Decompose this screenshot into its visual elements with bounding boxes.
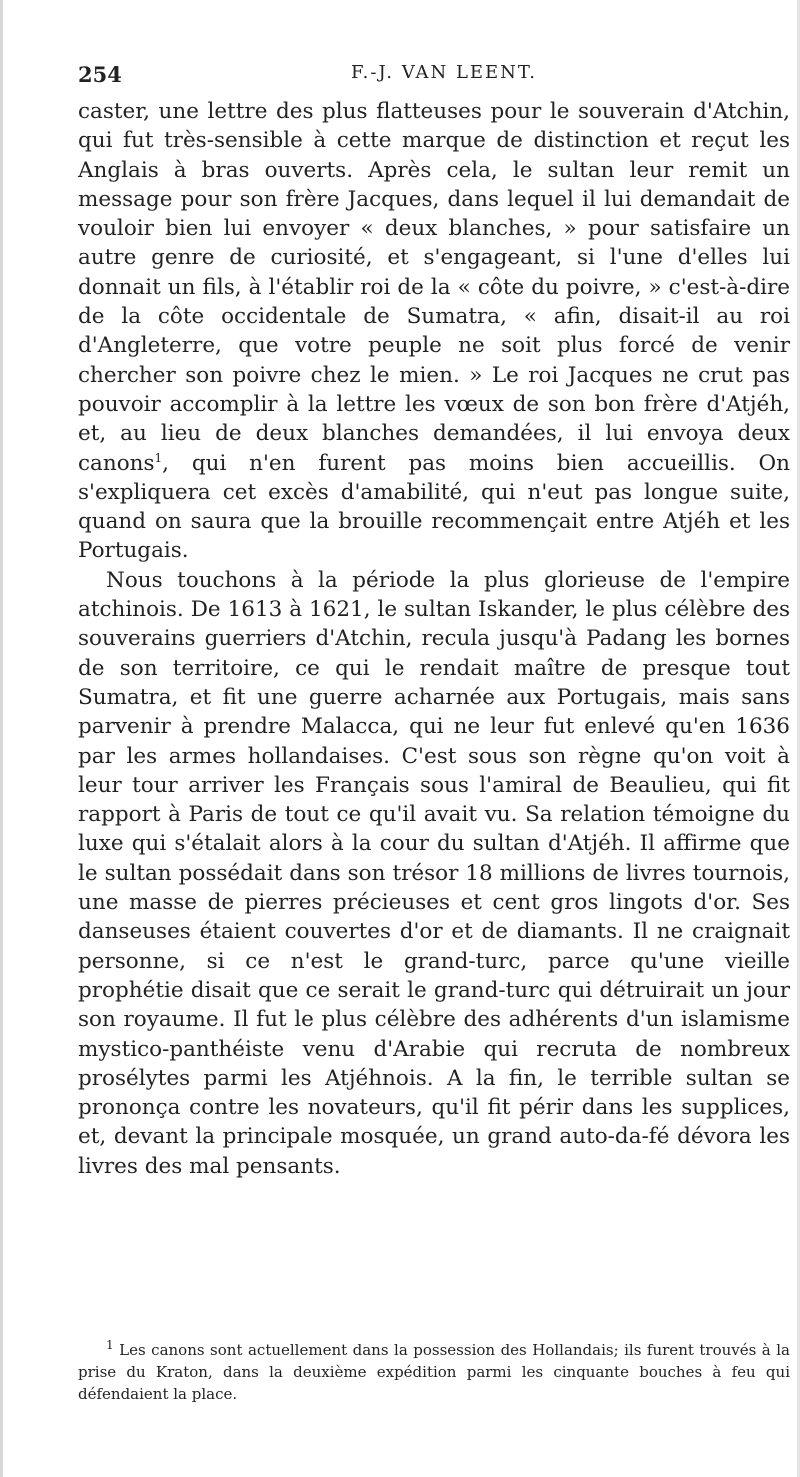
footnote-text — [78, 1339, 790, 1405]
footnote — [78, 1339, 790, 1405]
paragraph-2: Nous touchons à la période la plus glorieuse de l'empire atchinois. De 1613 à 1621, le sultan Iskander, le plus célèbre des souverains guerriers d'Atchin, recula jusqu'à Padang les bornes de son territoire, ce qui le rendait maître de presque tout Sumatra, et fit une guerre acharnée aux Portugais, mais sans parvenir à prendre Malacca, qui ne leur fut enlevé qu'en 1636 par les armes hollandaises. C'est sous son règne qu'on voit à leur tour arriver les Français sous l'amiral de Beaulieu, qui fit rapport à Paris de tout ce qu'il avait vu. Sa relation témoigne du luxe qui s'étalait alors à la cour du sultan d'Atjéh. Il affirme que le sultan possédait dans son trésor 18 millions de livres tournois, une masse de pierres précieuses et cent gros lingots d'or. Ses danseuses étaient couvertes d'or et de diamants. Il ne craignait personne, si ce n'est le grand-turc, parce qu'une vieille prophétie disait que ce serait le grand-turc qui détruirait un jour son royaume. Il fut le plus célèbre des adhérents d'un islamisme mystico-panthéiste venu d'Arabie qui recruta de nombreux prosélytes parmi les Atjéhnois. A la fin, le terrible sultan se prononça contre les novateurs, qu'il fit périr dans les supplices, et, devant la principale mosquée, un grand auto-da-fé dévora les livres des mal pensants. — [78, 567, 790, 1179]
paragraph-1-text-b: , qui n'en furent pas moins bien accueillis. On s'expliquera cet excès d'amabilité, qui n'eut pas longue suite, quand on saura que la brouille recommençait entre Atjéh et les Portugais. — [78, 450, 790, 564]
body-text — [78, 97, 790, 1181]
paragraph-1-text-a: caster, une lettre des plus flatteuses pour le souverain d'Atchin, qui fut très-sensible à cette marque de distinction et reçut les Anglais à bras ouverts. Après cela, le sultan leur remit un message pour son frère Jacques, dans lequel il lui demandait de vouloir bien lui envoyer « deux blanches, » pour satisfaire un autre genre de curiosité, et s'engageant, si l'une d'elles lui donnait un fils, à l'établir roi de la « côte du poivre, » c'est-à-dire de la côte occidentale de Sumatra, « afin, disait-il au roi d'Angleterre, que votre peuple ne soit plus forcé de venir chercher son poivre chez le mien. » Le roi Jacques ne crut pas pouvoir accomplir à la lettre les vœux de son bon frère d'Atjéh, et, au lieu de deux blanches demandées, il lui envoya deux canons — [78, 99, 790, 476]
page-number: 254 — [78, 62, 122, 87]
footnote-body: Les canons sont actuellement dans la possession des Hollandais; ils furent trouvés à la prise du Kraton, dans la deuxième expédition parmi les cinquante bouches à feu qui défendaient la place. — [78, 1341, 790, 1403]
page-header — [78, 62, 790, 90]
paragraph-1 — [78, 97, 790, 566]
footnote-reference: 1 — [154, 450, 163, 465]
running-head: F.-J. VAN LEENT. — [350, 62, 538, 83]
footnote-marker: 1 — [106, 1338, 114, 1352]
